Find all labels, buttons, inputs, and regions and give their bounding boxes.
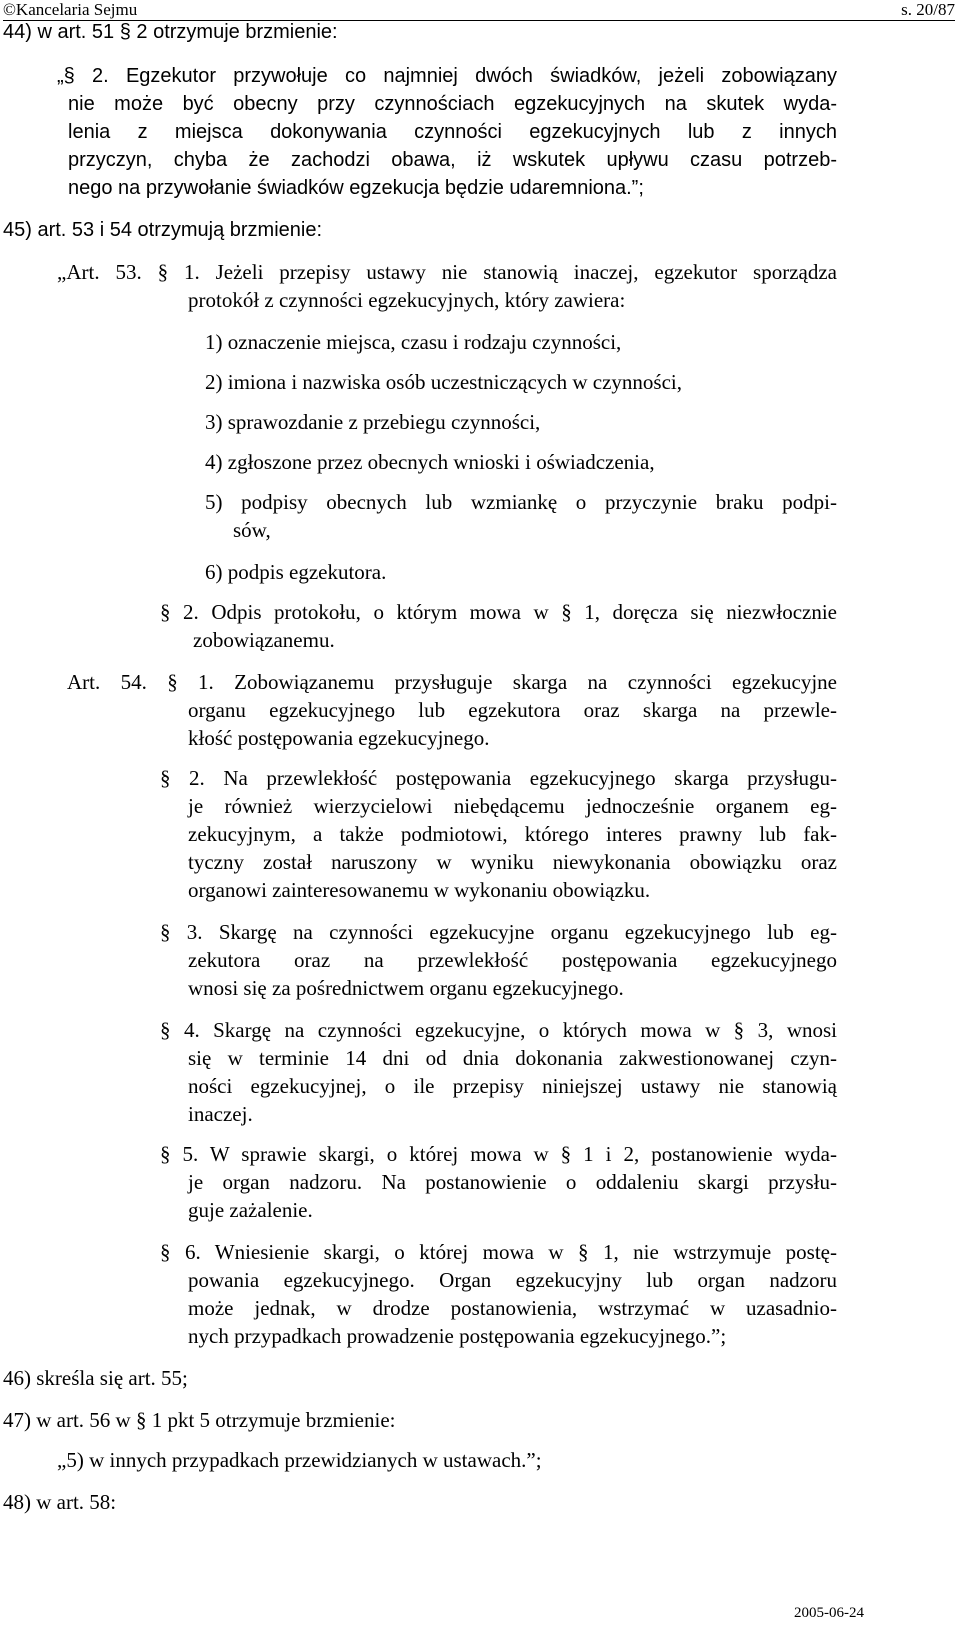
text-line: § 4. Skargę na czynności egzekucyjne, o których mowa w § 3, wnosi — [160, 1018, 837, 1042]
list-item: 2) imiona i nazwiska osób uczestniczących w czynności, — [205, 370, 683, 394]
text-line: zobowiązanemu. — [193, 628, 335, 652]
text-line: je również wierzycielowi niebędącemu jednocześnie organem eg- — [188, 794, 837, 818]
text-line: powania egzekucyjnego. Organ egzekucyjny lub organ nadzoru — [188, 1268, 837, 1292]
text-line: protokół z czynności egzekucyjnych, który zawiera: — [188, 288, 626, 312]
text-line: § 3. Skargę na czynności egzekucyjne organu egzekucyjnego lub eg- — [160, 920, 837, 944]
text-line: przyczyn, chyba że zachodzi obawa, iż wskutek upływu czasu potrzeb- — [68, 149, 837, 171]
text-line: 44) w art. 51 § 2 otrzymuje brzmienie: — [3, 21, 338, 43]
list-item: sów, — [233, 518, 271, 542]
text-line: „§ 2. Egzekutor przywołuje co najmniej dwóch świadków, jeżeli zobowiązany — [57, 65, 837, 87]
text-line: 47) w art. 56 w § 1 pkt 5 otrzymuje brzmienie: — [3, 1408, 396, 1432]
text-line: „Art. 53. § 1. Jeżeli przepisy ustawy nie stanowią inaczej, egzekutor sporządza — [57, 260, 837, 284]
text-line: 45) art. 53 i 54 otrzymują brzmienie: — [3, 219, 323, 241]
list-item: 3) sprawozdanie z przebiegu czynności, — [205, 410, 541, 434]
text-line: tyczny został naruszony w wyniku niewykonania obowiązku oraz — [188, 850, 837, 874]
text-line: 46) skreśla się art. 55; — [3, 1366, 188, 1390]
list-item: 5) podpisy obecnych lub wzmiankę o przyczynie braku podpi- — [205, 490, 837, 514]
text-line: „5) w innych przypadkach przewidzianych w ustawach.”; — [57, 1448, 542, 1472]
text-line: lenia z miejsca dokonywania czynności egzekucyjnych lub z innych — [68, 121, 837, 143]
header-page-number: s. 20/87 — [901, 0, 955, 19]
text-line: nych przypadkach prowadzenie postępowania egzekucyjnego.”; — [188, 1324, 727, 1348]
text-line: nie może być obecny przy czynnościach egzekucyjnych na skutek wyda- — [68, 93, 837, 115]
text-line: inaczej. — [188, 1102, 253, 1126]
text-line: § 2. Na przewlekłość postępowania egzekucyjnego skarga przysługu- — [160, 766, 837, 790]
text-line: kłość postępowania egzekucyjnego. — [188, 726, 490, 750]
text-line: zekutora oraz na przewlekłość postępowania egzekucyjnego — [188, 948, 837, 972]
list-item: 6) podpis egzekutora. — [205, 560, 387, 584]
text-line: ności egzekucyjnej, o ile przepisy niniejszej ustawy nie stanowią — [188, 1074, 837, 1098]
text-line: § 2. Odpis protokołu, o którym mowa w § 1, doręcza się niezwłocznie — [160, 600, 837, 624]
text-line: organu egzekucyjnego lub egzekutora oraz skarga na przewle- — [188, 698, 837, 722]
text-line: je organ nadzoru. Na postanowienie o oddaleniu skargi przysłu- — [188, 1170, 837, 1194]
text-line: organowi zainteresowanemu w wykonaniu obowiązku. — [188, 878, 651, 902]
text-line: Art. 54. § 1. Zobowiązanemu przysługuje skarga na czynności egzekucyjne — [67, 670, 837, 694]
text-line: § 6. Wniesienie skargi, o której mowa w § 1, nie wstrzymuje postę- — [160, 1240, 837, 1264]
footer-date: 2005-06-24 — [794, 1605, 864, 1621]
text-line: guje zażalenie. — [188, 1198, 313, 1222]
text-line: się w terminie 14 dni od dnia dokonania zakwestionowanej czyn- — [188, 1046, 837, 1070]
text-line: 48) w art. 58: — [3, 1490, 117, 1514]
list-item: 4) zgłoszone przez obecnych wnioski i oświadczenia, — [205, 450, 655, 474]
text-line: § 5. W sprawie skargi, o której mowa w § 1 i 2, postanowienie wyda- — [160, 1142, 837, 1166]
header-source: ©Kancelaria Sejmu — [3, 0, 138, 19]
text-line: wnosi się za pośrednictwem organu egzekucyjnego. — [188, 976, 624, 1000]
text-line: może jednak, w drodze postanowienia, wstrzymać w uzasadnio- — [188, 1296, 837, 1320]
text-line: nego na przywołanie świadków egzekucja będzie udaremniona.”; — [68, 177, 644, 199]
list-item: 1) oznaczenie miejsca, czasu i rodzaju czynności, — [205, 330, 622, 354]
text-line: zekucyjnym, a także podmiotowi, którego interes prawny lub fak- — [188, 822, 837, 846]
